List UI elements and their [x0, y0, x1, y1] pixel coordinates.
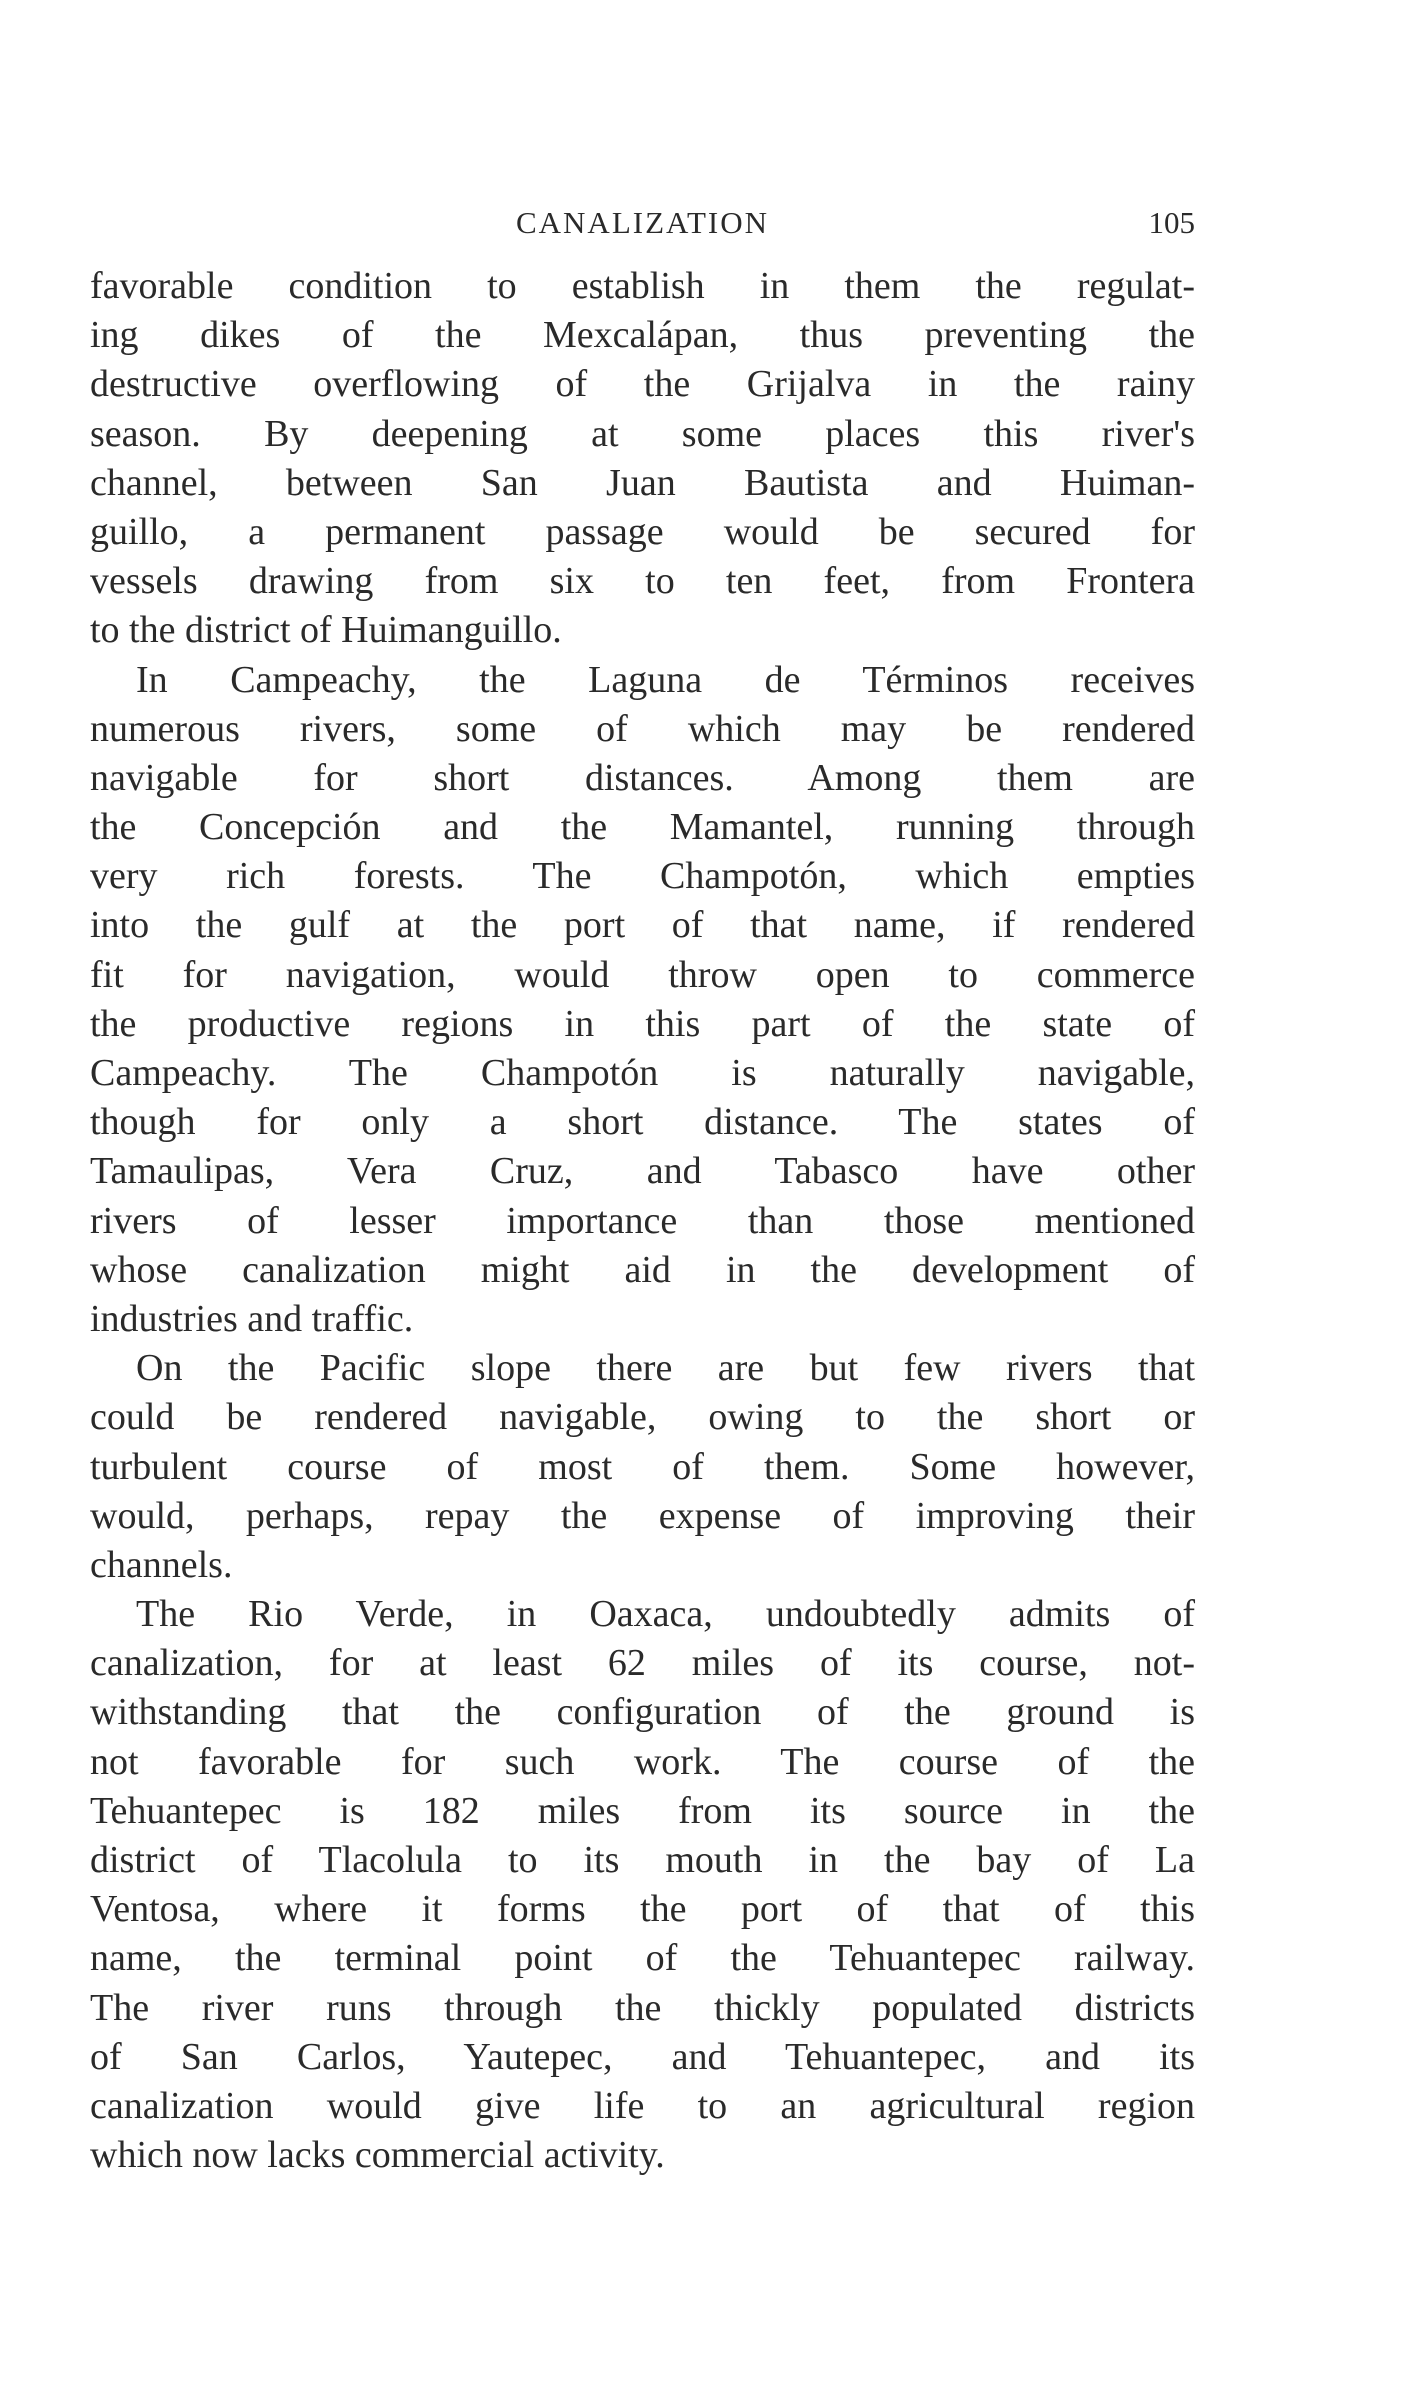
text-line: withstanding that the configuration of the ground is	[90, 1691, 1195, 1734]
text-line: channels.	[90, 1543, 233, 1586]
text-line: destructive overflowing of the Grijalva in the rainy	[90, 363, 1195, 406]
text-line: The Rio Verde, in Oaxaca, undoubtedly admits of	[136, 1593, 1195, 1636]
text-line: guillo, a permanent passage would be secured for	[90, 510, 1195, 553]
text-line: name, the terminal point of the Tehuantepec railway.	[90, 1937, 1195, 1980]
text-line: very rich forests. The Champotón, which empties	[90, 855, 1195, 898]
text-line: whose canalization might aid in the development of	[90, 1248, 1195, 1291]
text-line: canalization would give life to an agricultural region	[90, 2084, 1195, 2127]
text-line: industries and traffic.	[90, 1297, 414, 1340]
text-line: into the gulf at the port of that name, if rendered	[90, 904, 1195, 947]
text-line: vessels drawing from six to ten feet, from Frontera	[90, 560, 1195, 603]
text-line: of San Carlos, Yautepec, and Tehuantepec, and its	[90, 2035, 1195, 2078]
text-line: the productive regions in this part of the state of	[90, 1002, 1195, 1045]
text-line: though for only a short distance. The states of	[90, 1101, 1195, 1144]
text-line: Ventosa, where it forms the port of that of this	[90, 1888, 1195, 1931]
text-line: channel, between San Juan Bautista and Huiman-	[90, 461, 1195, 504]
body-text	[90, 262, 1195, 2180]
text-line: numerous rivers, some of which may be rendered	[90, 707, 1195, 750]
text-line: not favorable for such work. The course of the	[90, 1740, 1195, 1783]
text-line: ing dikes of the Mexcalápan, thus preventing the	[90, 314, 1195, 357]
text-line: navigable for short distances. Among them are	[90, 756, 1195, 799]
text-line: Tamaulipas, Vera Cruz, and Tabasco have other	[90, 1150, 1195, 1193]
text-line: could be rendered navigable, owing to the short or	[90, 1396, 1195, 1439]
text-line: The river runs through the thickly populated districts	[90, 1986, 1195, 2029]
running-title: CANALIZATION	[515, 205, 770, 240]
text-line: Campeachy. The Champotón is naturally navigable,	[90, 1052, 1195, 1094]
text-line: In Campeachy, the Laguna de Términos receives	[136, 658, 1195, 701]
text-line: canalization, for at least 62 miles of its course, not-	[90, 1642, 1195, 1685]
text-line: Tehuantepec is 182 miles from its source in the	[90, 1789, 1195, 1832]
text-line: turbulent course of most of them. Some however,	[90, 1445, 1195, 1488]
text-line: fit for navigation, would throw open to commerce	[90, 953, 1195, 996]
text-line: season. By deepening at some places this river's	[90, 412, 1195, 455]
text-line: district of Tlacolula to its mouth in the bay of La	[90, 1839, 1195, 1881]
running-head	[90, 205, 1195, 255]
text-line: to the district of Huimanguillo.	[90, 609, 562, 652]
text-line: the Concepción and the Mamantel, running through	[90, 806, 1195, 849]
page-number: 105	[1148, 205, 1195, 240]
text-line: rivers of lesser importance than those mentioned	[90, 1199, 1195, 1242]
text-line: would, perhaps, repay the expense of improving their	[90, 1494, 1195, 1537]
text-line: favorable condition to establish in them the regulat-	[90, 265, 1195, 307]
text-line: On the Pacific slope there are but few rivers that	[136, 1347, 1195, 1390]
text-line: which now lacks commercial activity.	[90, 2134, 665, 2177]
